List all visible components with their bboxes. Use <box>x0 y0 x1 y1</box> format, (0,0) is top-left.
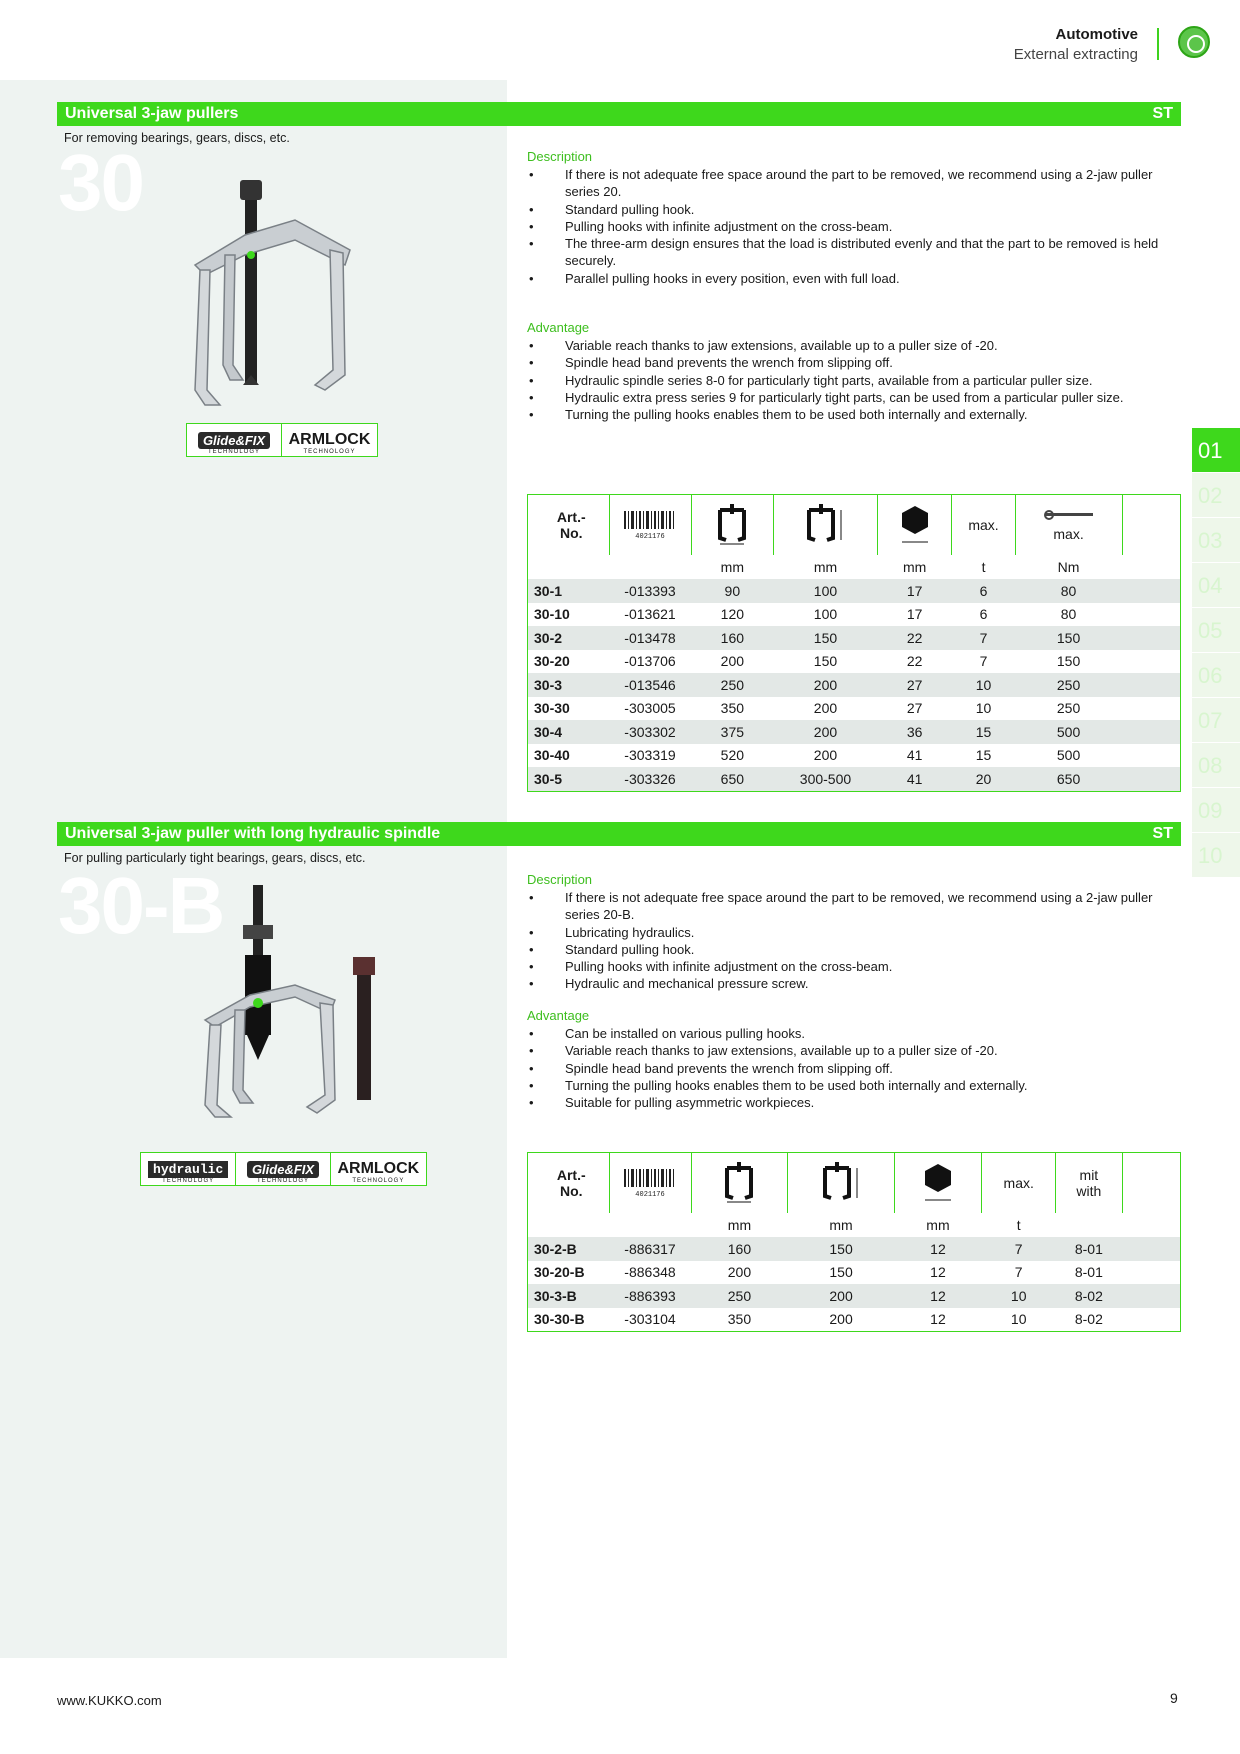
table-row <box>528 650 1180 674</box>
table-row <box>528 1284 1180 1308</box>
table-cell: -303319 <box>624 747 676 764</box>
table-cell: 150 <box>829 1264 853 1281</box>
chapter-tab-02[interactable]: 02 <box>1192 473 1240 518</box>
table-cell: 650 <box>720 770 745 787</box>
table-cell: -013478 <box>624 629 676 646</box>
table-row <box>528 673 1180 697</box>
spacer-col <box>1122 495 1180 555</box>
art-no-header: Art.- No. <box>528 1153 609 1213</box>
chapter-tab-08[interactable]: 08 <box>1192 743 1240 788</box>
table-cell: -303005 <box>624 700 676 717</box>
table-row <box>528 1237 1180 1261</box>
page-number: 9 <box>1170 1690 1178 1706</box>
spacer-cell <box>1122 603 1180 627</box>
table-cell: 150 <box>813 629 838 646</box>
hydraulic-3-jaw-puller-image <box>195 885 405 1125</box>
article-number-cell: 30-4 <box>534 723 563 740</box>
spacer-cell <box>1122 697 1180 721</box>
unit-cell <box>609 1213 691 1237</box>
table-cell: -886348 <box>624 1264 676 1281</box>
table-unit-row <box>528 1213 1180 1237</box>
spacer-cell <box>1122 1213 1180 1237</box>
table-cell: -013546 <box>624 676 676 693</box>
table-cell: 8-01 <box>1074 1240 1103 1257</box>
spacer-cell <box>1122 555 1180 579</box>
glide-fix-badge: Glide&FIX TECHNOLOGY <box>236 1153 330 1185</box>
table-cell: 500 <box>1056 747 1081 764</box>
table-cell: 22 <box>906 629 923 646</box>
article-number-cell: 30-20-B <box>534 1264 585 1281</box>
table-cell: 150 <box>1056 629 1081 646</box>
list-item: • Lubricating hydraulics. <box>527 924 1177 941</box>
spacer-cell <box>1122 720 1180 744</box>
barcode-icon <box>609 495 691 555</box>
list-item: • Parallel pulling hooks in every position, even with full load. <box>527 270 1177 287</box>
table-cell: -886317 <box>624 1240 676 1257</box>
section-title: Universal 3-jaw pullers <box>65 105 239 122</box>
table-cell: 41 <box>906 747 923 764</box>
article-number-cell: 30-3 <box>534 676 563 693</box>
max-tonnage-header: max. <box>952 495 1015 555</box>
kukko-logo-icon <box>1178 26 1210 58</box>
table-cell: 350 <box>727 1311 752 1328</box>
list-item: • If there is not adequate free space around the part to be removed, we recommend using a 2-jaw puller series 20-B. <box>527 889 1177 924</box>
table-cell: 200 <box>829 1311 853 1328</box>
table-cell: 7 <box>1014 1264 1023 1281</box>
table-cell: 7 <box>1014 1240 1023 1257</box>
article-number-cell: 30-1 <box>534 582 563 599</box>
chapter-tab-09[interactable]: 09 <box>1192 788 1240 833</box>
table-cell: -303326 <box>624 770 676 787</box>
spacer-col <box>1122 1153 1180 1213</box>
series-number: 30 <box>58 138 143 227</box>
table-cell: -303302 <box>624 723 676 740</box>
unit-cell: mm <box>727 1217 752 1233</box>
glide-fix-badge: Glide&FIX TECHNOLOGY <box>187 424 282 456</box>
unit-cell: mm <box>829 1217 853 1233</box>
table-cell: 200 <box>813 723 838 740</box>
chapter-tab-06[interactable]: 06 <box>1192 653 1240 698</box>
section-bar-universal-3-jaw-pullers <box>57 102 1181 126</box>
hex-size-icon <box>894 1153 981 1213</box>
table-cell: 7 <box>979 629 988 646</box>
table-cell: 80 <box>1060 606 1077 623</box>
table-cell: 17 <box>906 606 923 623</box>
category-subtitle: External extracting <box>1013 46 1138 63</box>
chapter-tab-05[interactable]: 05 <box>1192 608 1240 653</box>
description-list <box>527 166 1177 287</box>
table-row <box>528 579 1180 603</box>
unit-cell: Nm <box>1057 559 1080 575</box>
table-cell: 22 <box>906 653 923 670</box>
table-cell: 100 <box>813 606 838 623</box>
list-item: • The three-arm design ensures that the load is distributed evenly and that the part to be removed is held securely. <box>527 235 1177 270</box>
list-item: • Hydraulic extra press series 9 for particularly tight parts, can be used from a particular puller size. <box>527 389 1177 406</box>
table-cell: 100 <box>813 582 838 599</box>
article-number-cell: 30-2-B <box>534 1240 577 1257</box>
table-cell: 7 <box>979 653 988 670</box>
table-cell: 90 <box>724 582 741 599</box>
table-cell: 150 <box>813 653 838 670</box>
table-cell: 200 <box>813 676 838 693</box>
advantage-label: Advantage <box>527 320 590 335</box>
table-cell: 12 <box>930 1240 946 1257</box>
unit-cell: mm <box>926 1217 950 1233</box>
table-row <box>528 603 1180 627</box>
table-cell: 12 <box>930 1311 946 1328</box>
table-cell: 80 <box>1060 582 1077 599</box>
table-cell: 10 <box>1010 1287 1027 1304</box>
table-cell: 200 <box>813 700 838 717</box>
description-label: Description <box>527 872 593 887</box>
spacer-cell <box>1122 673 1180 697</box>
article-number-cell: 30-20 <box>534 653 570 670</box>
description-label: Description <box>527 149 593 164</box>
table-cell: 300-500 <box>799 770 852 787</box>
reach-width-icon <box>691 495 774 555</box>
section-tag: ST <box>1152 825 1173 842</box>
unit-cell: t <box>981 559 986 575</box>
list-item: • Spindle head band prevents the wrench from slipping off. <box>527 354 1177 371</box>
unit-cell <box>528 555 609 579</box>
table-cell: 12 <box>930 1287 946 1304</box>
table-row <box>528 626 1180 650</box>
description-list <box>527 889 1177 993</box>
unit-cell <box>1056 1213 1122 1237</box>
technology-badges <box>140 1152 427 1186</box>
table-cell: 200 <box>813 747 838 764</box>
table-cell: 150 <box>1056 653 1081 670</box>
reach-depth-icon <box>788 1153 894 1213</box>
footer-url[interactable]: www.KUKKO.com <box>57 1693 162 1708</box>
article-number-cell: 30-30-B <box>534 1311 585 1328</box>
table-cell: 15 <box>975 747 992 764</box>
table-row <box>528 767 1180 791</box>
table-cell: 8-01 <box>1074 1264 1103 1281</box>
section-bar-hydraulic-spindle <box>57 822 1181 846</box>
table-cell: 41 <box>906 770 923 787</box>
list-item: • If there is not adequate free space around the part to be removed, we recommend using a 2-jaw puller series 20. <box>527 166 1177 201</box>
spacer-cell <box>1122 1261 1180 1285</box>
list-item: • Variable reach thanks to jaw extensions, available up to a puller size of -20. <box>527 337 1177 354</box>
table-unit-row <box>528 555 1180 579</box>
table-cell: 250 <box>1056 676 1081 693</box>
unit-cell <box>528 1213 609 1237</box>
technology-badges <box>186 423 378 457</box>
list-item: • Turning the pulling hooks enables them to be used both internally and externally. <box>527 1077 1177 1094</box>
table-row <box>528 697 1180 721</box>
table-cell: -886393 <box>624 1287 676 1304</box>
reach-width-icon <box>691 1153 788 1213</box>
spacer-cell <box>1122 1308 1180 1332</box>
svg-text:4021176: 4021176 <box>635 1190 665 1197</box>
table-cell: 8-02 <box>1074 1287 1103 1304</box>
table-cell: 200 <box>727 1264 752 1281</box>
section-tag: ST <box>1152 105 1173 122</box>
max-torque-header: max. <box>1015 495 1122 555</box>
chapter-tab-10[interactable]: 10 <box>1192 833 1240 878</box>
table-cell: 10 <box>975 700 992 717</box>
table-cell: 6 <box>979 582 988 599</box>
table-cell: -013621 <box>624 606 676 623</box>
table-cell: 120 <box>720 606 745 623</box>
list-item: • Turning the pulling hooks enables them to be used both internally and externally. <box>527 406 1177 423</box>
armlock-badge: ARMLOCK TECHNOLOGY <box>337 1160 420 1184</box>
list-item: • Pulling hooks with infinite adjustment on the cross-beam. <box>527 958 1177 975</box>
table-cell: 150 <box>829 1240 853 1257</box>
table-cell: 160 <box>727 1240 752 1257</box>
chapter-tab-04[interactable]: 04 <box>1192 563 1240 608</box>
table-cell: 520 <box>720 747 745 764</box>
table-cell: 200 <box>829 1287 853 1304</box>
unit-cell <box>609 555 691 579</box>
spacer-cell <box>1122 626 1180 650</box>
svg-text:4021176: 4021176 <box>635 532 665 539</box>
table-cell: 160 <box>720 629 745 646</box>
unit-cell: t <box>1016 1217 1021 1233</box>
table-cell: 17 <box>906 582 923 599</box>
table-header-row <box>528 1153 1180 1213</box>
article-number-cell: 30-3-B <box>534 1287 577 1304</box>
table-cell: 250 <box>720 676 745 693</box>
barcode-icon <box>609 1153 691 1213</box>
table-row <box>528 744 1180 768</box>
table-cell: 27 <box>906 676 923 693</box>
spacer-cell <box>1122 1284 1180 1308</box>
article-number-cell: 30-2 <box>534 629 563 646</box>
table-cell: 250 <box>727 1287 752 1304</box>
unit-cell: mm <box>902 559 927 575</box>
table-row <box>528 1308 1180 1332</box>
reach-depth-icon <box>774 495 878 555</box>
table-row <box>528 1261 1180 1285</box>
table-cell: 250 <box>1056 700 1081 717</box>
header-divider <box>1157 28 1159 60</box>
mit-with-header: mit with <box>1056 1153 1122 1213</box>
list-item: • Hydraulic spindle series 8-0 for particularly tight parts, available from a particular puller size. <box>527 372 1177 389</box>
three-jaw-puller-image <box>185 175 385 415</box>
spacer-cell <box>1122 744 1180 768</box>
advantage-list <box>527 1025 1177 1111</box>
list-item: • Spindle head band prevents the wrench from slipping off. <box>527 1060 1177 1077</box>
list-item: • Can be installed on various pulling hooks. <box>527 1025 1177 1042</box>
table-cell: 12 <box>930 1264 946 1281</box>
chapter-tab-03[interactable]: 03 <box>1192 518 1240 563</box>
spec-table-30-b <box>527 1152 1181 1332</box>
spacer-cell <box>1122 767 1180 791</box>
advantage-list <box>527 337 1177 423</box>
list-item: • Suitable for pulling asymmetric workpieces. <box>527 1094 1177 1111</box>
table-cell: 10 <box>975 676 992 693</box>
table-cell: 8-02 <box>1074 1311 1103 1328</box>
list-item: • Standard pulling hook. <box>527 941 1177 958</box>
table-cell: 6 <box>979 606 988 623</box>
table-cell: 15 <box>975 723 992 740</box>
table-cell: 200 <box>720 653 745 670</box>
category-title: Automotive <box>1055 26 1138 43</box>
hex-size-icon <box>877 495 952 555</box>
list-item: • Pulling hooks with infinite adjustment on the cross-beam. <box>527 218 1177 235</box>
unit-cell: mm <box>813 559 838 575</box>
list-item: • Variable reach thanks to jaw extensions, available up to a puller size of -20. <box>527 1042 1177 1059</box>
table-cell: -013706 <box>624 653 676 670</box>
spacer-cell <box>1122 650 1180 674</box>
spec-table-30 <box>527 494 1181 792</box>
table-cell: 375 <box>720 723 745 740</box>
table-cell: 500 <box>1056 723 1081 740</box>
art-no-header: Art.- No. <box>528 495 609 555</box>
advantage-label: Advantage <box>527 1008 590 1023</box>
section-subtitle: For pulling particularly tight bearings, gears, discs, etc. <box>64 851 366 865</box>
article-number-cell: 30-30 <box>534 700 570 717</box>
unit-cell: mm <box>720 559 744 575</box>
article-number-cell: 30-40 <box>534 747 570 764</box>
spacer-cell <box>1122 579 1180 603</box>
chapter-tabs <box>1192 428 1240 878</box>
section-subtitle: For removing bearings, gears, discs, etc. <box>64 131 290 145</box>
article-number-cell: 30-10 <box>534 606 570 623</box>
table-cell: 10 <box>1010 1311 1027 1328</box>
armlock-badge: ARMLOCK TECHNOLOGY <box>288 431 371 455</box>
list-item: • Hydraulic and mechanical pressure screw. <box>527 975 1177 992</box>
article-number-cell: 30-5 <box>534 770 563 787</box>
table-cell: 350 <box>720 700 745 717</box>
table-cell: -013393 <box>624 582 676 599</box>
table-cell: 20 <box>975 770 992 787</box>
table-cell: -303104 <box>624 1311 676 1328</box>
table-header-row <box>528 495 1180 555</box>
table-cell: 27 <box>906 700 923 717</box>
table-cell: 650 <box>1056 770 1081 787</box>
max-tonnage-header: max. <box>982 1153 1056 1213</box>
chapter-tab-07[interactable]: 07 <box>1192 698 1240 743</box>
spacer-cell <box>1122 1237 1180 1261</box>
list-item: • Standard pulling hook. <box>527 201 1177 218</box>
section-title: Universal 3-jaw puller with long hydraulic spindle <box>65 825 441 842</box>
table-row <box>528 720 1180 744</box>
chapter-tab-01[interactable]: 01 <box>1192 428 1240 473</box>
series-number: 30-B <box>58 861 224 950</box>
hydraulic-badge: hydraulic TECHNOLOGY <box>141 1153 236 1185</box>
table-cell: 36 <box>906 723 923 740</box>
